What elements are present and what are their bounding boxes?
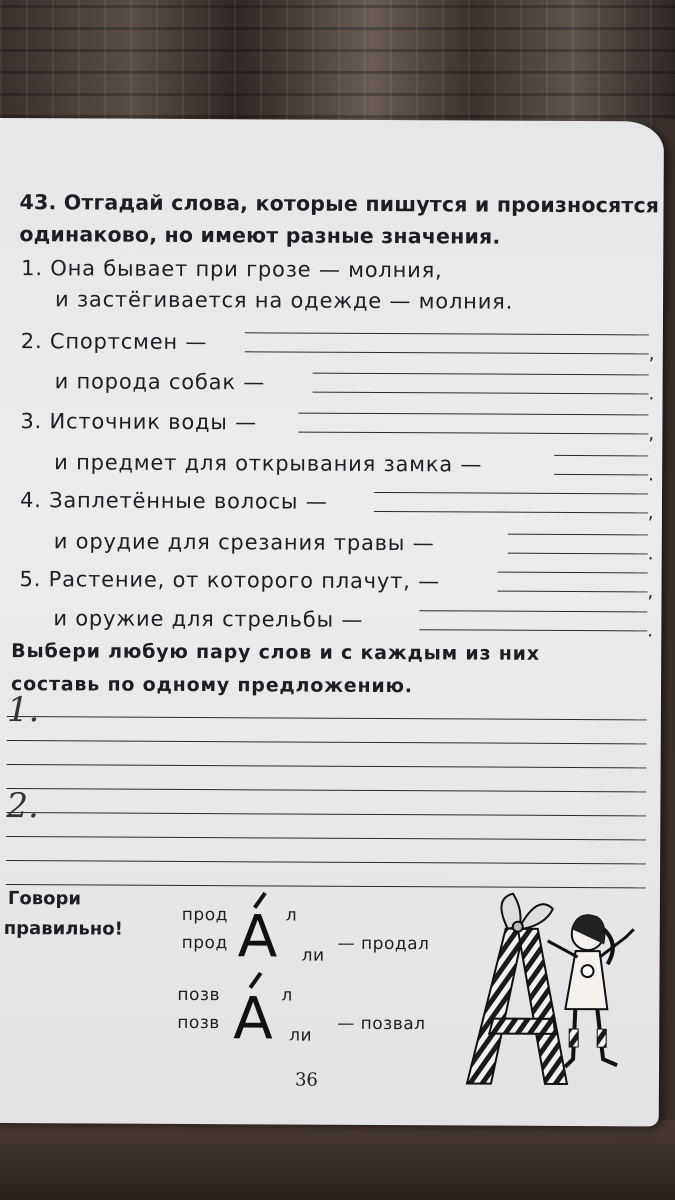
item-1-line2: и застёгивается на одежде — молния. (54, 287, 514, 314)
writing-line (6, 836, 646, 840)
answer-line (508, 534, 648, 536)
example1-ending-b: ли (301, 945, 325, 966)
answer-line (554, 474, 648, 475)
handwritten-number-1: 1. (6, 690, 40, 731)
writing-line (7, 716, 647, 720)
girl-with-letter-a-illustration (457, 888, 648, 1089)
answer-line (508, 553, 648, 555)
speak-heading-line1: Говори (7, 888, 82, 910)
writing-line (6, 812, 646, 816)
task-number: 43. (19, 190, 57, 215)
task-title-text1: Отгадай слова, которые пишутся и произносятся (63, 190, 660, 218)
item-1-line1: 1. Она бывает при грозе — молния, (21, 256, 443, 283)
task-title-line1 (19, 190, 659, 217)
speak-heading-line2: правильно! (3, 918, 123, 940)
table-surface-bottom (0, 1120, 675, 1200)
item-5-line2: и оружие для стрельбы — (53, 606, 364, 632)
writing-line (6, 860, 646, 864)
comma-mark: . (648, 464, 654, 486)
example1-stem-a: прод (181, 904, 228, 926)
item-4-line2: и орудие для срезания травы — (53, 529, 435, 556)
example2-answer: — позвал (337, 1013, 426, 1035)
handwritten-number-2: 2. (6, 786, 39, 827)
answer-line (374, 492, 648, 494)
example2-stem-b: позв (177, 1012, 220, 1034)
writing-line (6, 884, 646, 888)
item-4-line1: 4. Заплетённые волосы — (19, 488, 328, 514)
item-2-line1: 2. Спортсмен — (20, 329, 208, 355)
example2-stem-a: позв (177, 984, 221, 1006)
answer-line (245, 351, 649, 354)
writing-line (7, 740, 647, 744)
writing-line (6, 788, 646, 792)
example1-answer: — продал (337, 933, 430, 955)
item-3-line1: 3. Источник воды — (20, 409, 258, 435)
answer-line (374, 511, 648, 513)
answer-line (245, 332, 649, 335)
answer-line (498, 572, 648, 574)
instruction-line2: составь по одному предложению. (10, 673, 413, 698)
answer-line (313, 392, 649, 395)
comma-mark: , (648, 343, 655, 365)
comma-mark: , (647, 502, 654, 524)
comma-mark: . (647, 620, 654, 642)
item-5-line1: 5. Растение, от которого плачут, — (19, 567, 440, 594)
answer-line (313, 373, 649, 376)
answer-line (419, 629, 647, 631)
item-3-line2: и предмет для открывания замка — (54, 450, 483, 477)
example2-ending-a: л (281, 985, 293, 1006)
example2-ending-b: ли (289, 1025, 313, 1046)
answer-line (554, 455, 648, 456)
task-title-line2: одинаково, но имеют разные значения. (19, 222, 501, 249)
page-number: 36 (294, 1069, 318, 1091)
stressed-letter-a: А (237, 902, 278, 971)
example1-ending-a: л (285, 905, 298, 926)
instruction-line1: Выбери любую пару слов и с каждым из них (11, 640, 540, 665)
comma-mark: , (648, 423, 655, 445)
answer-line (498, 591, 648, 593)
workbook-page (0, 118, 664, 1126)
comma-mark: . (648, 383, 655, 405)
example1-stem-b: прод (181, 932, 228, 954)
stressed-letter-a: А (233, 984, 274, 1053)
answer-line (298, 413, 648, 416)
answer-line (419, 610, 647, 612)
comma-mark: , (647, 581, 654, 603)
writing-line (7, 764, 647, 768)
answer-line (298, 432, 648, 435)
item-2-line2: и порода собак — (54, 369, 266, 395)
comma-mark: . (647, 543, 654, 565)
